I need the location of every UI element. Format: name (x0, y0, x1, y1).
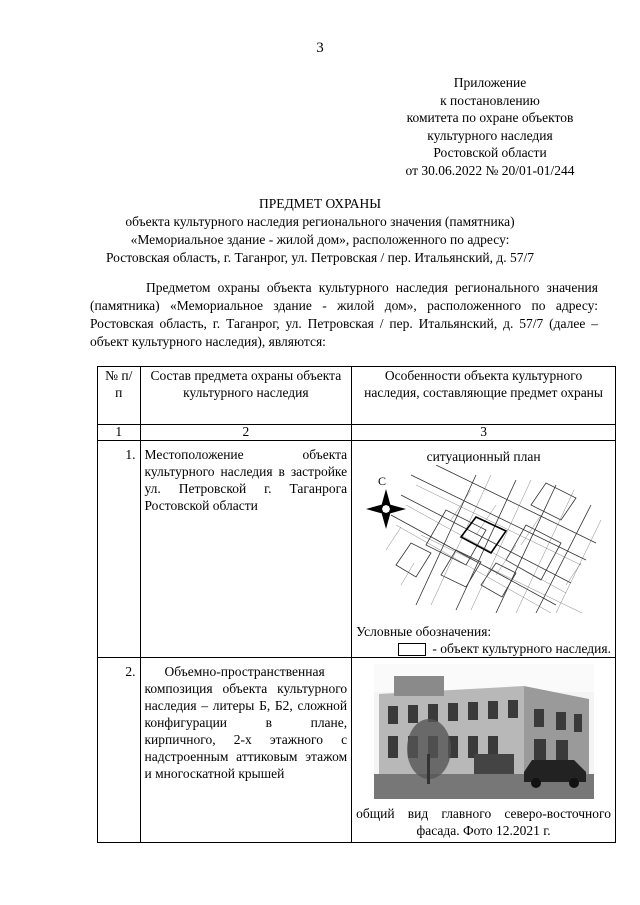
appendix-line: Ростовской области (433, 145, 547, 160)
column-number-row (98, 425, 616, 441)
facade-photo-cell (352, 658, 616, 843)
header-features: Особенности объекта культурного наследия, составляющие предмет охраны (352, 367, 616, 425)
legend-box-icon (398, 643, 426, 656)
appendix-line: комитета по охране объектов (406, 110, 574, 125)
table-row (98, 658, 616, 843)
row-number: 1. (98, 441, 141, 658)
row-description: Местоположение объекта культурного наследия в застройке ул. Петровской г. Таганрога Ростовской области (140, 441, 352, 658)
column-number: 1 (98, 425, 141, 441)
column-number: 2 (140, 425, 352, 441)
intro-text: Предметом охраны объекта культурного наследия регионального значения (памятника) «Мемориальное здание - жилой дом», расположенного по адресу: Ростовская область, г. Таганрог, ул. Петровская / пер. Итальянский, д. 57/7 (далее – объект культурного наследия), являются: (90, 280, 598, 349)
table-header-row (98, 367, 616, 425)
appendix-line: от 30.06.2022 № 20/01-01/244 (405, 162, 575, 178)
legend-title: Условные обозначения: (356, 624, 492, 639)
protection-table (97, 366, 616, 843)
column-number: 3 (352, 425, 616, 441)
header-number: № п/п (98, 367, 141, 425)
plan-caption: ситуационный план (426, 449, 541, 464)
page-number: 3 (316, 40, 324, 56)
title-heading: ПРЕДМЕТ ОХРАНЫ (258, 196, 382, 211)
appendix-line: к постановлению (440, 92, 540, 108)
title-line: объекта культурного наследия регионального значения (памятника) (125, 214, 515, 229)
facade-photo (374, 664, 594, 799)
situational-plan-cell (352, 441, 616, 658)
appendix-line: Приложение (453, 75, 527, 90)
title-line: «Мемориальное здание - жилой дом», расположенного по адресу: (130, 232, 510, 247)
legend-item (356, 640, 611, 657)
document-title (0, 195, 640, 267)
row-number: 2. (98, 658, 141, 843)
intro-paragraph (90, 279, 598, 351)
table-row (98, 441, 616, 658)
appendix-block (380, 74, 600, 179)
title-line: Ростовская область, г. Таганрог, ул. Петровская / пер. Итальянский, д. 57/7 (105, 250, 535, 265)
photo-caption: общий вид главного северо-восточного фасада. Фото 12.2021 г. (356, 806, 611, 838)
legend-item-text: - объект культурного наследия. (432, 641, 611, 656)
row-description: Объемно-пространственная композиция объекта культурного наследия – литеры Б, Б2, сложной конфигурации в плане, кирпичного, 2-х этажного с надстроенным аттиковым этажом и многоскатной крышей (140, 658, 352, 843)
appendix-line: культурного наследия (427, 127, 553, 143)
header-composition: Состав предмета охраны объекта культурного наследия (140, 367, 352, 425)
situational-plan-map (356, 465, 603, 613)
north-label: С (378, 474, 387, 488)
compass-icon (366, 489, 406, 529)
